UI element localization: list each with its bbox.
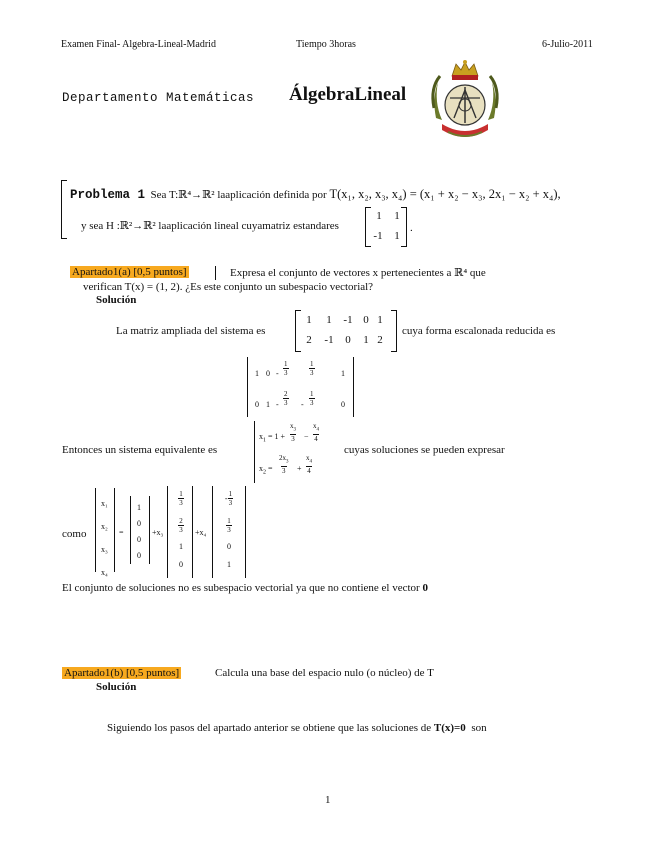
zero-vector: 0: [422, 582, 428, 594]
rref-row-2: [255, 386, 350, 414]
vec-b-right: [245, 486, 246, 578]
matrix-h-period: .: [410, 222, 413, 234]
part-a-label: Apartado1(a) [0,5 puntos]: [72, 266, 187, 278]
equiv-after: cuyas soluciones se pueden expresar: [344, 444, 505, 456]
system-brace: [254, 421, 255, 483]
rref-frac: $\frac{1}{3}$: [284, 360, 288, 377]
aug-cell: 2: [377, 334, 383, 346]
vec-x-entry: x₄: [101, 568, 108, 577]
aug-cell: 2: [306, 334, 312, 346]
aug-intro: La matriz ampliada del sistema es: [116, 325, 266, 337]
aug-cell: 0: [363, 314, 369, 326]
matrix-h-cell: 1: [376, 210, 382, 222]
vec-p-entry: 0: [137, 519, 141, 528]
vec-p-entry: 0: [137, 535, 141, 544]
rref-cell: 1: [255, 369, 259, 378]
aug-right-bracket: [391, 310, 397, 352]
equation-1: $x_1 = 1$ + $\frac{x_3}{3}$ − $\frac{x_4}{4}$: [259, 422, 319, 444]
rref-cell: 0: [341, 400, 345, 409]
rref-frac: $\frac{2}{3}$: [284, 390, 288, 407]
conclusion: [62, 582, 428, 594]
problem-line1-formula: T(x₁, x₂, x₃, x₄) = (x₁ + x₂ − x₃, 2x₁ − x₂ + x₄),: [329, 187, 561, 201]
rref-cell: -: [276, 400, 279, 409]
rref-cell: 0: [255, 400, 259, 409]
matrix-h-cell: 1: [394, 230, 400, 242]
vec-a-right: [192, 486, 193, 578]
vec-x-entry: x₃: [101, 545, 108, 554]
aug-cell: 1: [326, 314, 332, 326]
part-a-text-2: verifican T(x) = (1, 2). ¿Es este conjunto un subespacio vectorial?: [83, 281, 374, 293]
header-center: Tiempo 3horas: [296, 39, 356, 50]
problem-line-1: [70, 187, 561, 202]
equals-sign: =: [119, 528, 124, 537]
vec-b-left: [212, 486, 213, 578]
rref-left-bar: [247, 357, 248, 417]
part-b-follow-end: son: [471, 722, 487, 734]
equation-2: $x_2$ = $\frac{2x_3}{3}$ + $\frac{x_4}{4}$: [259, 454, 312, 476]
page-number: 1: [325, 794, 331, 806]
coef-x4: +x₄: [195, 528, 207, 537]
vec-x-right: [114, 488, 115, 572]
part-a-text-1: Expresa el conjunto de vectores x pertenecientes a ℝ⁴ que: [230, 267, 486, 279]
rref-cell: -: [301, 400, 304, 409]
aug-cell: 1: [363, 334, 369, 346]
problem-line1-text: Sea T:ℝ⁴→ℝ² laaplicación definida por: [150, 189, 327, 201]
aug-cell: -1: [343, 314, 353, 326]
part-b-follow-text: Siguiendo los pasos del apartado anterior se obtiene que las soluciones de: [107, 722, 432, 734]
part-a-solution-heading: Solución: [96, 294, 137, 306]
aug-cell: -1: [324, 334, 334, 346]
part-b-follow-bold: T(x)=0: [433, 722, 466, 734]
rref-right-bar: [353, 357, 354, 417]
conclusion-text: El conjunto de soluciones no es subespacio vectorial ya que no contiene el vector: [62, 582, 420, 594]
subject-title: ÁlgebraLineal: [289, 84, 407, 105]
rref-cell: -: [276, 369, 279, 378]
vec-x: [101, 492, 108, 584]
vec-p-left: [130, 496, 131, 564]
department-title: Departamento Matemáticas: [62, 91, 255, 105]
vec-x-entry: x₁: [101, 499, 108, 508]
vec-p: [137, 500, 141, 564]
part-b-label: Apartado1(b) [0,5 puntos]: [64, 667, 180, 679]
equiv-intro: Entonces un sistema equivalente es: [62, 444, 218, 456]
university-crest-logo: [428, 58, 502, 142]
part-b-solution-heading: Solución: [96, 681, 137, 693]
coef-x3: +x₃: [152, 528, 164, 537]
aug-cell: 0: [345, 334, 351, 346]
vec-a: 1 3 2 3 1 0: [179, 490, 183, 569]
part-b-text: Calcula una base del espacio nulo (o núcleo) de T: [215, 667, 434, 679]
rref-cell: 0: [266, 369, 270, 378]
vec-x-left: [95, 488, 96, 572]
part-b-follow: [107, 722, 487, 734]
rref-frac: $\frac{1}{3}$: [310, 390, 314, 407]
como-text: como: [62, 528, 87, 540]
matrix-h-cell: 1: [394, 210, 400, 222]
vec-p-right: [149, 496, 150, 564]
rref-cell: 1: [266, 400, 270, 409]
vec-p-entry: 0: [137, 551, 141, 560]
rref-cell: 1: [341, 369, 345, 378]
problem-label: Problema 1: [70, 188, 146, 202]
vec-p-entry: 1: [137, 503, 141, 512]
header-right: 6-Julio-2011: [542, 39, 593, 50]
aug-cell: 1: [306, 314, 312, 326]
aug-after: cuya forma escalonada reducida es: [402, 325, 556, 337]
rref-row-1: [255, 360, 350, 388]
vec-b: - $\frac{1}{3}$ 1 3 0 1: [224, 490, 233, 569]
matrix-h-cell: -1: [373, 230, 383, 242]
vec-x-entry: x₂: [101, 522, 108, 531]
vec-a-left: [167, 486, 168, 578]
aug-left-bracket: [295, 310, 301, 352]
cursor-mark: [215, 266, 219, 280]
aug-cell: 1: [377, 314, 383, 326]
header-left: Examen Final- Algebra-Lineal-Madrid: [61, 39, 216, 50]
rref-frac: $\frac{1}{3}$: [310, 360, 314, 377]
problem-left-bracket: [61, 180, 67, 239]
problem-line-2: y sea H :ℝ²→ℝ² laaplicación lineal cuyamatriz estandares: [81, 220, 339, 232]
